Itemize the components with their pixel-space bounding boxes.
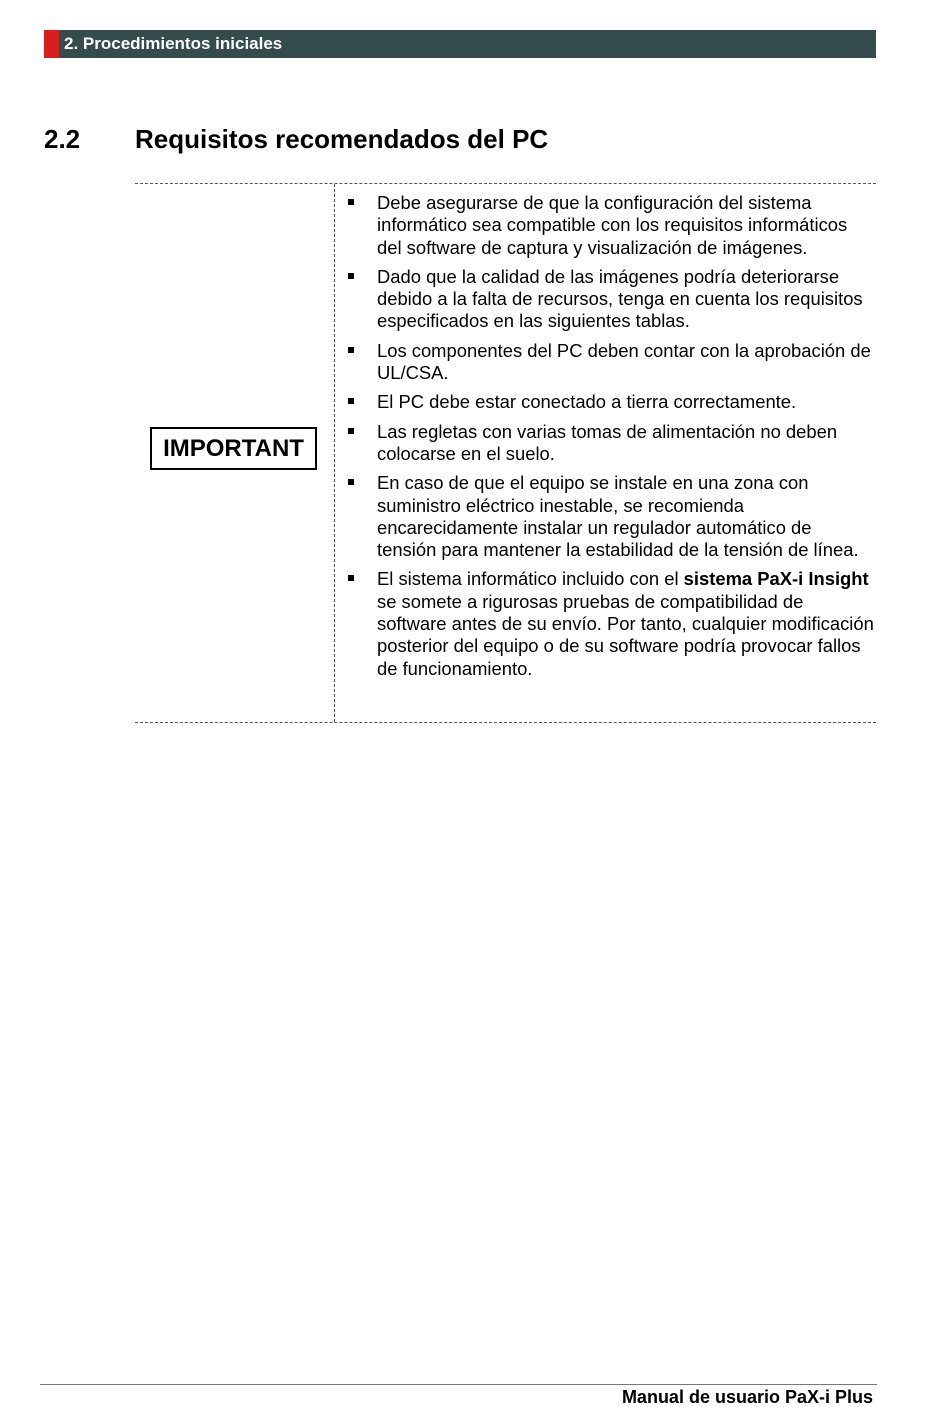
square-bullet-icon <box>348 575 354 581</box>
square-bullet-icon <box>348 398 354 404</box>
list-item-text: Debe asegurarse de que la configuración del sistema informático sea compatible con los requisitos informáticos del software de captura y visualización de imágenes. <box>377 192 848 258</box>
square-bullet-icon <box>348 347 354 353</box>
chapter-header-accent <box>44 30 59 58</box>
footer-manual-title: Manual de usuario PaX-i Plus <box>621 1387 873 1407</box>
important-notice-table <box>135 183 876 723</box>
square-bullet-icon <box>348 273 354 279</box>
list-item-text-lead: El sistema informático incluido con el <box>377 568 684 590</box>
square-bullet-icon <box>348 199 354 205</box>
list-item <box>344 192 874 259</box>
list-item-text: En caso de que el equipo se instale en una zona con suministro eléctrico inestable, se recomienda encarecidamente instalar un regulador automático de tensión para mantener la estabilidad de la tensión de línea. <box>377 472 859 561</box>
list-item <box>344 266 874 333</box>
square-bullet-icon <box>348 428 354 434</box>
section-number: 2.2 <box>44 124 81 154</box>
chapter-title: 2. Procedimientos iniciales <box>64 34 283 53</box>
list-item-text: Las regletas con varias tomas de alimentación no deben colocarse en el suelo. <box>377 420 838 464</box>
list-item <box>344 340 874 385</box>
square-bullet-icon <box>348 479 354 485</box>
list-item-text-tail: se somete a rigurosas pruebas de compatibilidad de software antes de su envío. Por tanto, cualquier modificación posterior del equipo o de su software podría provocar fallos de funcionamiento. <box>377 590 874 679</box>
list-item-text: Dado que la calidad de las imágenes podría deteriorarse debido a la falta de recursos, tenga en cuenta los requisitos especificados en las siguientes tablas. <box>377 265 863 332</box>
footer-rule <box>40 1384 877 1385</box>
list-item <box>344 472 874 561</box>
notice-column-divider <box>334 184 335 722</box>
product-name: sistema PaX-i Insight <box>683 568 869 590</box>
list-item-text: El PC debe estar conectado a tierra correctamente. <box>377 391 797 413</box>
list-item <box>344 421 874 466</box>
important-label: IMPORTANT <box>150 427 317 470</box>
list-item <box>344 568 874 679</box>
list-item-text <box>377 568 874 678</box>
list-item <box>344 391 874 413</box>
section-heading <box>44 122 548 156</box>
notice-bullet-list <box>344 192 874 687</box>
chapter-header-bar <box>44 30 876 58</box>
list-item-text: Los componentes del PC deben contar con la aprobación de UL/CSA. <box>377 339 871 384</box>
section-title: Requisitos recomendados del PC <box>135 124 549 154</box>
